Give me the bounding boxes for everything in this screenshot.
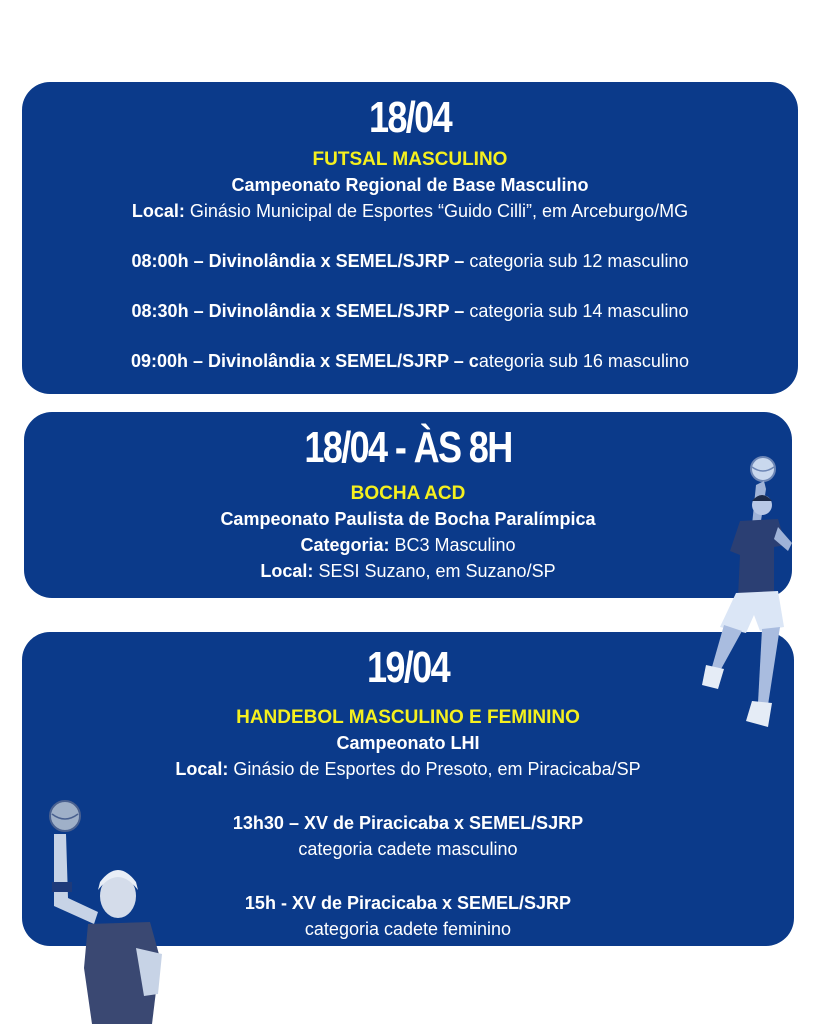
game-category: categoria cadete feminino [304, 919, 512, 939]
event-date: 18/04 - ÀS 8H [304, 423, 512, 472]
game-line [22, 248, 798, 274]
location-value: Ginásio Municipal de Esportes “Guido Cilli”, em Arceburgo/MG [184, 201, 689, 221]
game-category: categoria sub 14 masculino [464, 301, 689, 321]
location-value: SESI Suzano, em Suzano/SP [313, 561, 556, 581]
location-value: Ginásio de Esportes do Presoto, em Piracicaba/SP [228, 759, 641, 779]
game-match: 13h30 – XV de Piracicaba x SEMEL/SJRP [232, 813, 584, 833]
event-sport-title: FUTSAL MASCULINO [312, 149, 508, 170]
event-competition: Campeonato Paulista de Bocha Paralímpica [220, 509, 596, 529]
event-competition: Campeonato Regional de Base Masculino [231, 175, 589, 195]
event-location [22, 198, 798, 224]
location-label: Local: [131, 201, 185, 221]
game-line [22, 348, 798, 374]
category-value: BC3 Masculino [389, 535, 516, 555]
game-category: ategoria sub 16 masculino [478, 351, 689, 371]
game-match: 09:00h – Divinolândia x SEMEL/SJRP – c [131, 351, 479, 371]
event-location [22, 756, 794, 782]
game-line [22, 298, 798, 324]
game-match: 08:00h – Divinolândia x SEMEL/SJRP – [131, 251, 465, 271]
event-date: 19/04 [366, 643, 450, 692]
category-label: Categoria: [300, 535, 390, 555]
event-card-bocha [24, 412, 792, 598]
game-category: categoria cadete masculino [298, 839, 518, 859]
game-match: 08:30h – Divinolândia x SEMEL/SJRP – [131, 301, 465, 321]
event-category [24, 532, 792, 558]
event-location [24, 558, 792, 584]
event-sport-title: HANDEBOL MASCULINO E FEMININO [236, 707, 580, 728]
game-match: 15h - XV de Piracicaba x SEMEL/SJRP [244, 893, 572, 913]
male-handball-player-image [690, 455, 800, 735]
game-category: categoria sub 12 masculino [464, 251, 689, 271]
event-competition: Campeonato LHI [336, 733, 480, 753]
location-label: Local: [260, 561, 314, 581]
event-sport-title: BOCHA ACD [350, 483, 466, 504]
female-handball-player-image [40, 798, 165, 1024]
event-card-futsal [22, 82, 798, 394]
event-date: 18/04 [368, 93, 452, 142]
location-label: Local: [175, 759, 229, 779]
